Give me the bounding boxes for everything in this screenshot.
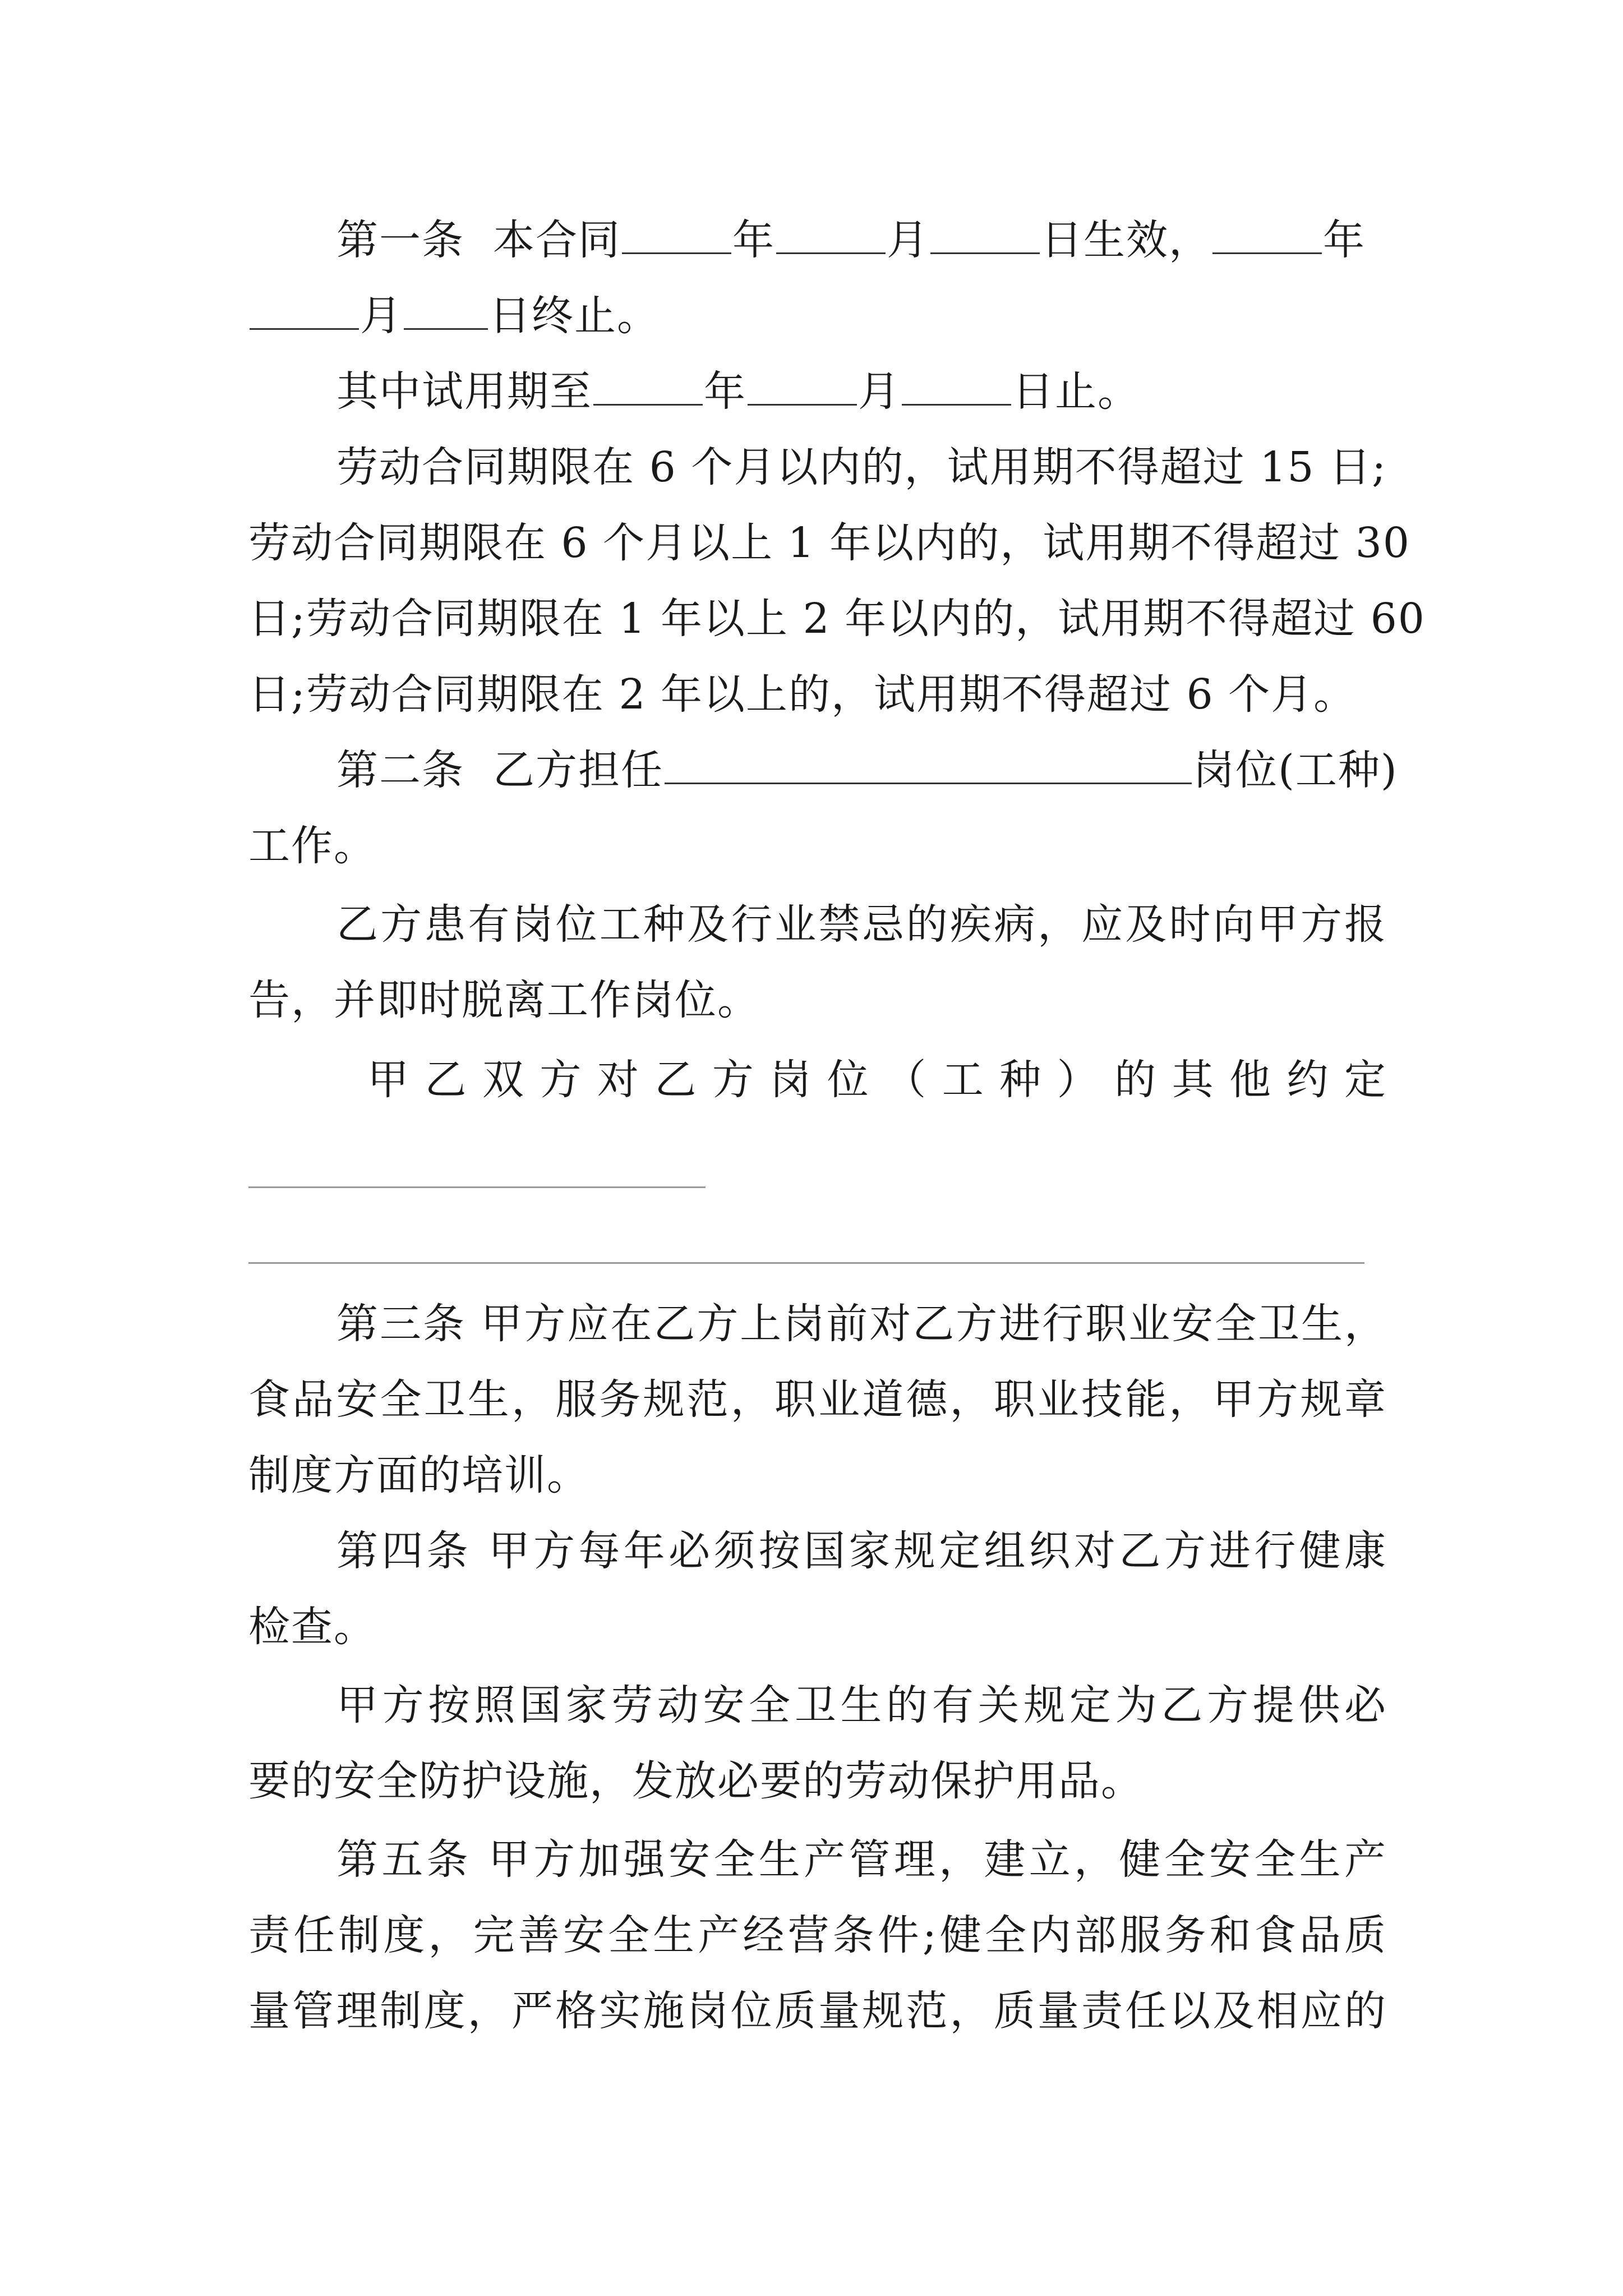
safety-line-1: 甲方按照国家劳动安全卫生的有关规定为乙方提供必 (336, 1681, 1387, 1729)
limits-line-3: 日;劳动合同期限在 1 年以上 2 年以内的，试用期不得超过 60 (248, 595, 1426, 643)
article-1-line-1: 第一条 本合同 年 月 日生效， 年 (336, 216, 1366, 264)
start-year-blank[interactable] (622, 218, 731, 254)
article-1-label: 第一条 (336, 216, 464, 264)
article-5-line-2: 责任制度，完善安全生产经营条件;健全内部服务和食品质 (248, 1911, 1387, 1959)
article-2-line-1: 第二条 乙方担任 岗位(工种) (336, 746, 1398, 794)
other-agreement-blank-1[interactable] (248, 1186, 706, 1188)
other-agreement-line: 甲乙双方对乙方岗位（工种）的其他约定 (367, 1056, 1387, 1104)
limits-line-2: 劳动合同期限在 6 个月以上 1 年以内的，试用期不得超过 30 (248, 519, 1410, 567)
article-3-line-2: 食品安全卫生，服务规范，职业道德，职业技能，甲方规章 (248, 1375, 1387, 1424)
start-month-blank[interactable] (776, 218, 886, 254)
safety-line-2: 要的安全防护设施，发放必要的劳动保护用品。 (248, 1757, 1144, 1805)
article-5-line-1: 第五条 甲方加强安全生产管理，建立，健全安全生产 (336, 1835, 1387, 1884)
end-day-blank[interactable] (404, 293, 488, 330)
start-day-blank[interactable] (930, 218, 1040, 254)
other-agreement-blank-2[interactable] (248, 1262, 1364, 1264)
probation-year-blank[interactable] (593, 369, 703, 406)
article-4-line-2: 检查。 (248, 1603, 376, 1651)
disease-line-1: 乙方患有岗位工种及行业禁忌的疾病，应及时向甲方报 (336, 900, 1387, 949)
probation-month-blank[interactable] (748, 369, 857, 406)
disease-line-2: 告，并即时脱离工作岗位。 (248, 976, 760, 1024)
end-month-blank[interactable] (250, 293, 359, 330)
article-1-line-2: 月 日终止。 (248, 291, 1387, 341)
article-2-line-2: 工作。 (248, 822, 376, 870)
limits-line-1: 劳动合同期限在 6 个月以内的，试用期不得超过 15 日; (336, 443, 1387, 491)
article-2-label: 第二条 (336, 746, 464, 794)
article-3-line-1: 第三条 甲方应在乙方上岗前对乙方进行职业安全卫生， (336, 1300, 1387, 1348)
article-5-line-3: 量管理制度，严格实施岗位质量规范，质量责任以及相应的 (248, 1987, 1387, 2035)
end-year-blank[interactable] (1212, 218, 1322, 254)
probation-day-blank[interactable] (902, 369, 1011, 406)
limits-line-4: 日;劳动合同期限在 2 年以上的，试用期不得超过 6 个月。 (248, 670, 1357, 719)
article-4-line-1: 第四条 甲方每年必须按国家规定组织对乙方进行健康 (336, 1527, 1387, 1575)
article-3-line-3: 制度方面的培训。 (248, 1451, 589, 1499)
probation-line: 其中试用期至 年 月 日止。 (336, 367, 1140, 416)
position-blank[interactable] (665, 748, 1192, 784)
